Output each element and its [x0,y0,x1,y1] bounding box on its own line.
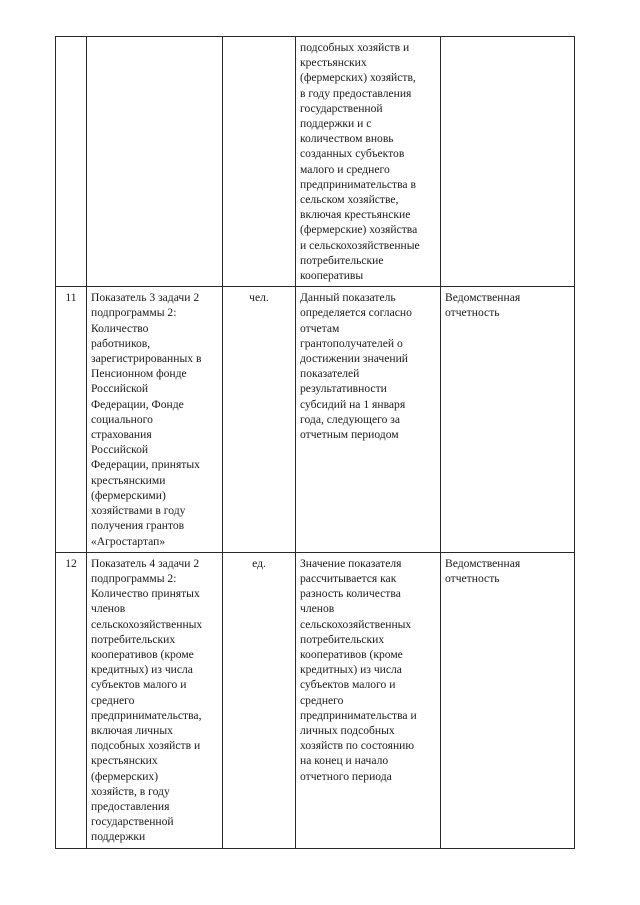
unit: ед. [252,556,266,570]
indicator-name-cell [87,287,223,552]
unit [223,37,295,40]
unit-cell [223,37,296,287]
row-number-cell [56,552,87,848]
source-text: Ведомственная отчетность [445,556,521,585]
table-row [56,552,575,848]
table-row [56,37,575,287]
source-text [441,37,574,43]
method-text: Значение показателя рассчитывается как разность количества членов сельскохозяйственных потребительских кооперативов (кроме кредитных) из числа субъектов малого и среднего предпринимательства и личных подсобных хозяйств по состоянию на конец и начало отчетного периода [300,556,417,783]
indicator-name-cell [87,552,223,848]
indicators-table [55,36,575,849]
source-text: Ведомственная отчетность [445,291,521,320]
unit-cell [223,552,296,848]
method-text: Данный показатель определяется согласно отчетам грантополучателей о достижении значений показателей результативности субсидий на 1 января года, следующего за отчетным периодом [300,291,412,442]
source-cell [441,37,575,287]
unit-cell [223,287,296,552]
method-text: подсобных хозяйств и крестьянских (фермерских) хозяйств, в году предоставления государственной поддержки и с количеством вновь созданных субъектов малого и среднего предпринимательства в сельском хозяйстве, включая крестьянские (фермерские) хозяйства и сельскохозяйственные потребительские кооперативы [300,41,420,283]
method-cell [296,287,441,552]
method-cell [296,552,441,848]
row-number [56,37,86,40]
method-cell [296,37,441,287]
source-cell [441,287,575,552]
row-number-cell [56,37,87,287]
row-number-cell [56,287,87,552]
row-number: 11 [65,291,77,305]
indicator-name: Показатель 4 задачи 2 подпрограммы 2: Количество принятых членов сельскохозяйственных потребительских кооперативов (кроме кредитных) из числа субъектов малого и среднего предпринимательства, включая личных подсобных хозяйств и крестьянских (фермерских) хозяйств, в году предоставления государственной поддержки [91,556,203,844]
row-number: 12 [65,556,77,570]
table-row [56,287,575,552]
unit: чел. [249,291,269,305]
indicator-name [87,37,222,43]
source-cell [441,552,575,848]
indicator-name: Показатель 3 задачи 2 подпрограммы 2: Количество работников, зарегистрированных в Пенсионном фонде Российской Федерации, Фонде социального страхования Российской Федерации, принятых крестьянскими (фермерскими) хозяйствами в году получения грантов «Агростартап» [91,291,202,548]
indicator-name-cell [87,37,223,287]
